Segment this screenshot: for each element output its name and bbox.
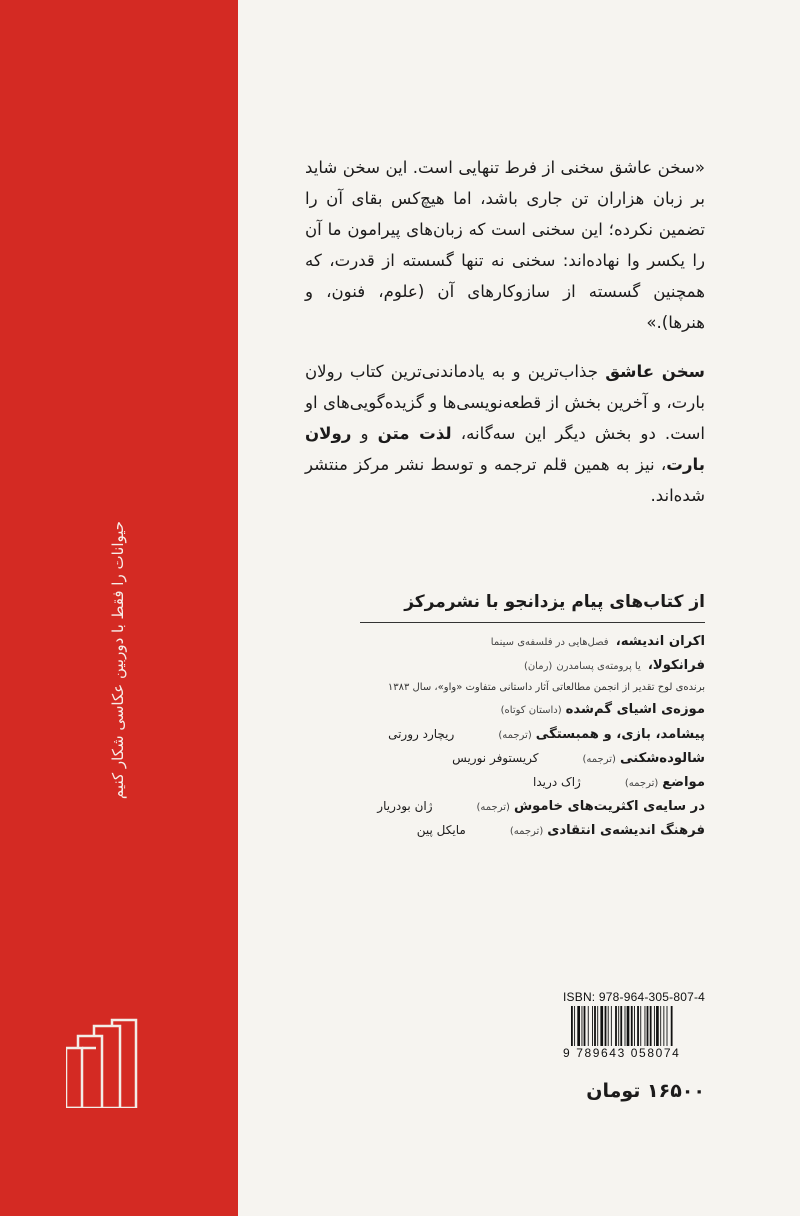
book-list-tag: (ترجمه)	[509, 826, 544, 837]
description-text: ، نیز به همین قلم ترجمه و توسط نشر مرکز منتشر شده‌اند.	[305, 455, 705, 505]
book-list-item	[345, 654, 705, 678]
price-label: ۱۶۵۰۰ تومان	[586, 1080, 705, 1102]
book-description	[305, 356, 705, 511]
book-list-title: اکران اندیشه،	[615, 634, 705, 649]
related-book-title: لذت متن	[377, 424, 452, 443]
isbn-text: ISBN: 978-964-305-807-4	[563, 990, 706, 1004]
book-title-inline: سخن عاشق	[605, 362, 705, 381]
book-list-author: ژان بودریار	[377, 799, 433, 813]
back-cover-quote: «سخن عاشق سخنی از فرط تنهایی است. این سخن شاید بر زبان هزاران تن جاری باشد، اما هیچ‌کس بقای آن را تضمین نکرده؛ این سخنی است که زبان‌های پیرامون ما آن را یکسر وا نهاده‌اند: سخنی نه تنها گسسته از قدرت، که همچنین گسسته از سازوکارهای آن (علوم، فنون، و هنرها).»	[305, 158, 705, 332]
book-list-item	[345, 794, 705, 818]
book-award-note: برنده‌ی لوح تقدیر از انجمن مطالعاتی آثار داستانی متفاوت «واو»، سال ۱۳۸۳	[387, 682, 705, 693]
book-list-title: فرهنگ اندیشه‌ی انتقادی	[547, 823, 705, 838]
book-list-title: در سایه‌ی اکثریت‌های خاموش	[513, 799, 705, 814]
book-list-tag: (ترجمه)	[624, 778, 659, 789]
book-list-tag: (ترجمه)	[498, 730, 532, 741]
book-list-title: پیشامد، بازی، و همبستگی	[535, 727, 705, 742]
book-list-title: فرانکولا،	[647, 658, 705, 673]
other-books-list	[345, 630, 705, 842]
book-list-tag: (ترجمه)	[582, 754, 616, 765]
book-list-title: شالوده‌شکنی	[619, 751, 705, 766]
book-list-author: ژاک دریدا	[533, 775, 581, 789]
book-list-title: موزه‌ی اشیای گم‌شده	[565, 702, 705, 717]
isbn-barcode	[563, 990, 710, 1064]
book-list-tag: (ترجمه)	[476, 802, 510, 813]
spine-tagline: حیوانات را فقط با دوربین عکاسی شکار کنیم	[109, 520, 127, 800]
book-list-subtitle: یا پرومته‌ی پسامدرن	[556, 661, 644, 672]
book-list-item	[345, 630, 705, 654]
book-list-author: ریچارد رورتی	[388, 727, 455, 741]
book-list-item	[345, 698, 705, 722]
book-list-author: مایکل پین	[416, 823, 466, 837]
other-books-heading: از کتاب‌های پیام یزدانجو با نشرمرکز	[404, 592, 705, 612]
book-list-author: کریستوفر نوریس	[452, 751, 539, 765]
book-list-tag: (رمان)	[523, 661, 553, 672]
book-list-item	[345, 722, 705, 746]
publisher-logo-icon	[66, 1018, 138, 1108]
related-book-title: رولان بارت	[305, 424, 705, 474]
book-list-item	[345, 770, 705, 794]
heading-divider	[360, 622, 705, 623]
book-list-tag: (داستان کوتاه)	[500, 705, 562, 716]
book-list-item	[345, 746, 705, 770]
barcode-icon	[563, 1006, 710, 1046]
description-text: جذاب‌ترین و به یادماندنی‌ترین کتاب رولان بارت، و آخرین بخش از قطعه‌نویسی‌ها و گزیده‌گویی‌های او است. دو بخش دیگر این سه‌گانه،	[305, 362, 706, 443]
conjunction-text: و	[351, 424, 378, 443]
book-list-item	[345, 818, 705, 842]
book-list-subtitle: فصل‌هایی در فلسفه‌ی سینما	[490, 637, 612, 648]
barcode-digits: 9 789643 058074	[563, 1046, 681, 1060]
book-list-title: مواضع	[662, 775, 705, 790]
red-spine-band	[0, 0, 238, 1216]
